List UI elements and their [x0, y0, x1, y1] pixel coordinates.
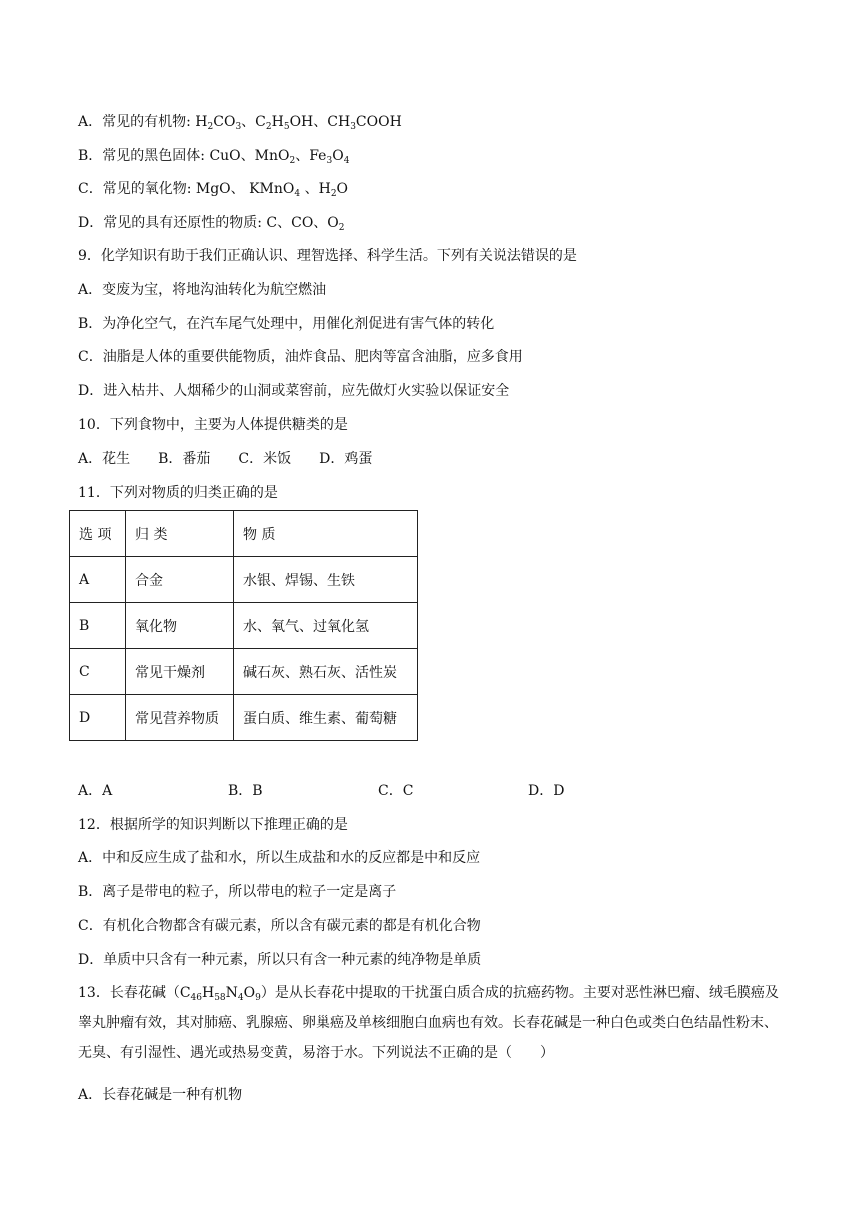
q13-option-a: A．长春花碱是一种有机物 — [78, 1087, 243, 1103]
q9-option-b: B．为净化空气，在汽车尾气处理中，用催化剂促进有害气体的转化 — [78, 316, 495, 332]
q10-stem: 10．下列食物中，主要为人体提供糖类的是 — [78, 417, 348, 433]
q11-option-a: A．A — [78, 783, 113, 799]
table-cell: 常见干燥剂 — [126, 649, 234, 695]
q13-stem: 13．长春花碱$(C_{46}H_{58}N_4O_9)$是从长春花中提取的干扰蛋白质合成的抗癌药物。主要对恶性淋巴瘤、绒毛膜癌及睾丸肿瘤有效，其对肺癌、乳腺癌、卵巢癌及单核细胞白血病也有效。长春花碱是一种白色或类白色结晶性粉末、无臭、有引湿性、遇光或热易变黄，易溶于水。下列说法不正确的是（ ） — [78, 985, 779, 1061]
q8-option-c: C．常见的氧化物: MgO、 KMnO$_4$ 、$H_2O$ — [78, 181, 349, 199]
q9-option-c: C．油脂是人体的重要供能物质，油炸食品、肥肉等富含油脂，应多食用 — [78, 349, 523, 365]
table-cell: 碱石灰、熟石灰、活性炭 — [234, 649, 418, 695]
table-cell: B — [70, 603, 126, 649]
table-cell: 氧化物 — [126, 603, 234, 649]
q8-option-b: B．常见的黑色固体: CuO、MnO$_2$、$Fe_3O_4$ — [78, 148, 350, 166]
table-cell: 蛋白质、维生素、葡萄糖 — [234, 695, 418, 741]
q11-option-c: C．C — [378, 783, 414, 799]
q9-option-a: A．变废为宝，将地沟油转化为航空燃油 — [78, 282, 327, 298]
q11-option-d: D．D — [528, 783, 565, 799]
table-header-cell: 物 质 — [234, 511, 418, 557]
q12-option-a: A．中和反应生成了盐和水，所以生成盐和水的反应都是中和反应 — [78, 850, 481, 866]
q11-option-b: B．B — [228, 783, 263, 799]
table-row — [70, 695, 418, 741]
table-header-row — [70, 511, 418, 557]
table-cell: D — [70, 695, 126, 741]
q11-table — [69, 510, 418, 741]
table-header-cell: 选 项 — [70, 511, 126, 557]
table-cell: C — [70, 649, 126, 695]
table-row — [70, 649, 418, 695]
q12-stem: 12．根据所学的知识判断以下推理正确的是 — [78, 817, 348, 833]
table-row — [70, 557, 418, 603]
q12-option-d: D．单质中只含有一种元素，所以只有含一种元素的纯净物是单质 — [78, 952, 482, 968]
q8-option-a: A．常见的有机物: $H_2CO_3$、$C_2H_5OH$、$CH_3COOH$ — [78, 114, 402, 132]
table-cell: A — [70, 557, 126, 603]
q9-stem: 9．化学知识有助于我们正确认识、理智选择、科学生活。下列有关说法错误的是 — [78, 248, 577, 264]
q10-options: A．花生 B．番茄 C．米饭 D．鸡蛋 — [78, 451, 373, 467]
q9-option-d: D．进入枯井、人烟稀少的山洞或菜窖前，应先做灯火实验以保证安全 — [78, 383, 510, 399]
table-cell: 水、氧气、过氧化氢 — [234, 603, 418, 649]
table-cell: 水银、焊锡、生铁 — [234, 557, 418, 603]
table-row — [70, 603, 418, 649]
table-cell: 常见营养物质 — [126, 695, 234, 741]
q8-option-d: D．常见的具有还原性的物质: C、CO、$O_2$ — [78, 215, 345, 233]
q12-option-b: B．离子是带电的粒子，所以带电的粒子一定是离子 — [78, 884, 397, 900]
q11-stem: 11．下列对物质的归类正确的是 — [78, 485, 278, 501]
q12-option-c: C．有机化合物都含有碳元素，所以含有碳元素的都是有机化合物 — [78, 918, 481, 934]
table-cell: 合金 — [126, 557, 234, 603]
table-header-cell: 归 类 — [126, 511, 234, 557]
